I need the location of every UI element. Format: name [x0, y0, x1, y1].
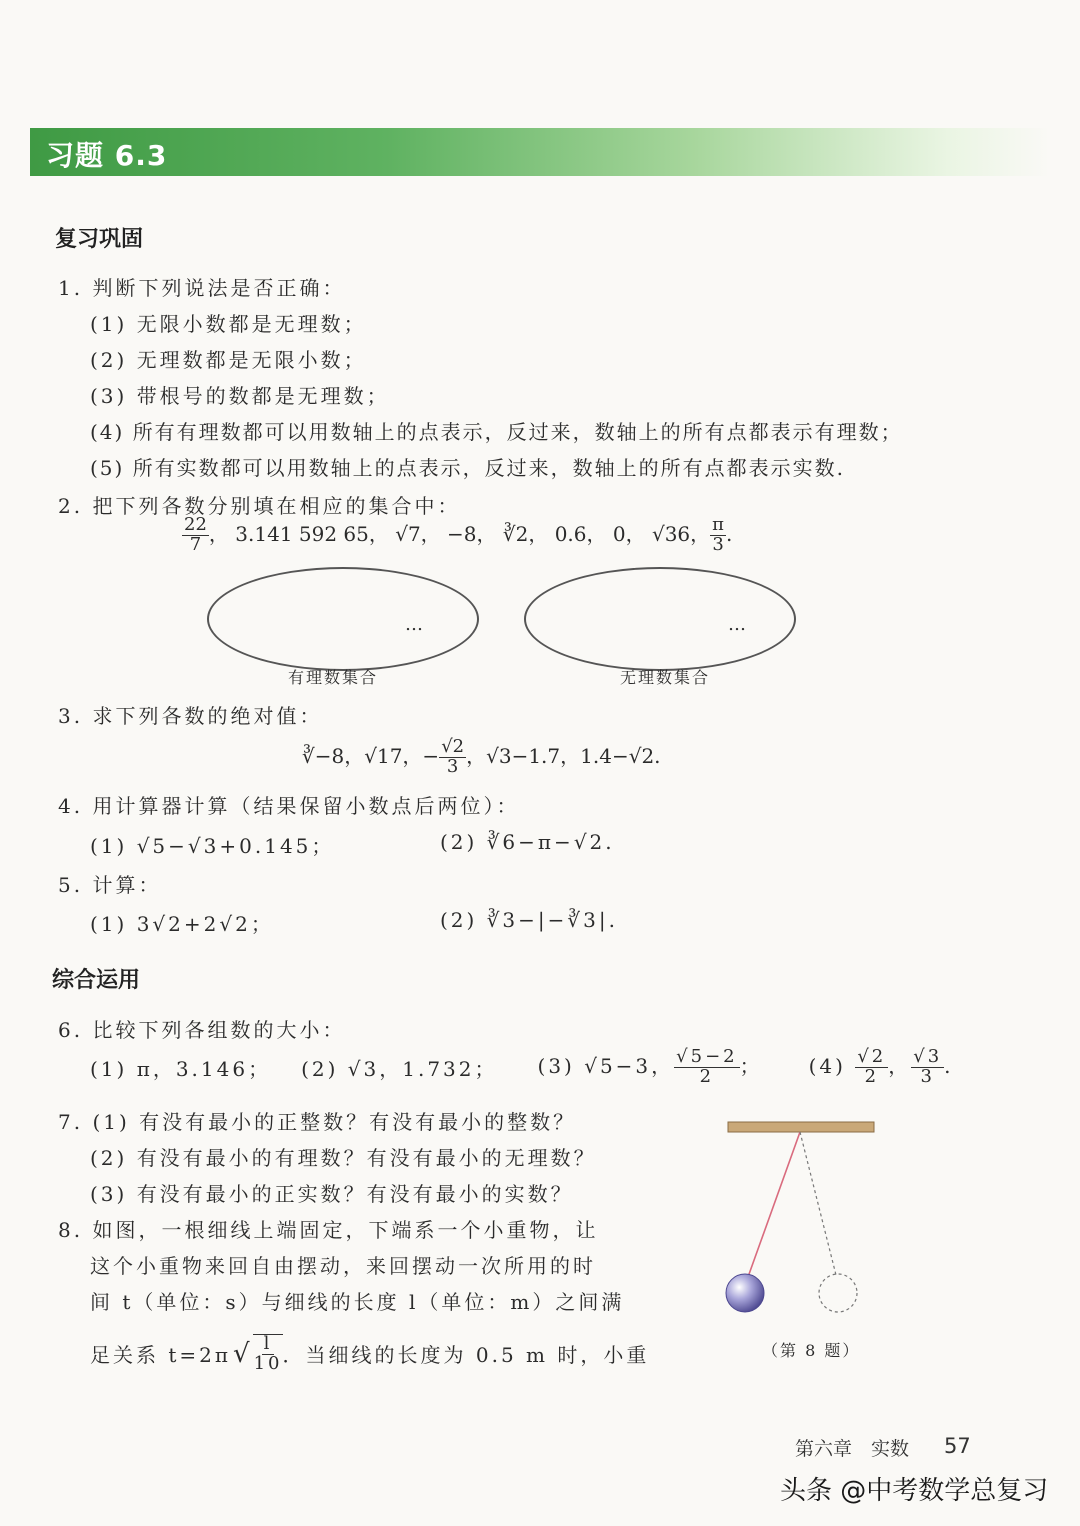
- q6-part1: (1) π，3.146；: [90, 1056, 272, 1081]
- rational-set-label: 有理数集合: [288, 668, 379, 687]
- q7-line: 7. (1) 有没有最小的正整数？有没有最小的整数？: [58, 1110, 577, 1134]
- irrational-set-ellipse: [524, 567, 796, 671]
- figure-caption: （第 8 题）: [762, 1341, 861, 1360]
- q2-stem: 2. 把下列各数分别填在相应的集合中：: [58, 494, 461, 518]
- q1-stem: 1. 判断下列说法是否正确：: [58, 276, 346, 300]
- q8-line: 8. 如图，一根细线上端固定，下端系一个小重物，让: [58, 1218, 599, 1242]
- q4-part2: (2) ∛6−π−√2.: [440, 830, 615, 854]
- q8-last-line: 足关系 t=2π √ $\frac{l}{10}$ ．当细线的长度为 0.5 m 时，小重: [90, 1333, 650, 1374]
- q1-item: (4) 所有有理数都可以用数轴上的点表示，反过来，数轴上的所有点都表示有理数；: [90, 420, 903, 444]
- q4-stem: 4. 用计算器计算（结果保留小数点后两位）：: [58, 794, 520, 818]
- q1-item: (1) 无限小数都是无理数；: [90, 312, 367, 336]
- fraction-sqrt2-3: $\frac{√2}{3}$: [441, 736, 465, 777]
- q4-part1: (1) √5−√3+0.145；: [90, 834, 335, 858]
- irrational-set-label: 无理数集合: [620, 668, 711, 687]
- fraction-22-7: $\frac{22}{7}$: [184, 514, 207, 555]
- q3-stem: 3. 求下列各数的绝对值：: [58, 704, 323, 728]
- irrational-set-ellipsis: …: [728, 614, 746, 635]
- exercise-title: 习题 6.3: [46, 139, 168, 172]
- section-apply-heading: 综合运用: [52, 968, 141, 993]
- q8-line: 间 t（单位：s）与细线的长度 l（单位：m）之间满: [90, 1290, 625, 1314]
- q6-part4: (4) $\frac{√2}{2}$ ， $\frac{√3}{3}$ .: [808, 1045, 954, 1087]
- q6-part2: (2) √3，1.732；: [301, 1056, 498, 1081]
- chapter-label: 第六章 实数: [795, 1438, 910, 1460]
- q1-item: (2) 无理数都是无限小数；: [90, 348, 367, 372]
- q7-line: (3) 有没有最小的正实数？有没有最小的实数？: [90, 1182, 574, 1206]
- q5-part1: (1) 3√2+2√2；: [90, 912, 274, 936]
- pendulum-string-dashed: [800, 1132, 836, 1275]
- q6-part3: (3) √5−3， $\frac{√5-2}{2}$ ；: [537, 1045, 763, 1087]
- q1-item: (3) 带根号的数都是无理数；: [90, 384, 390, 408]
- ceiling-bar: [728, 1122, 874, 1132]
- pendulum-string: [748, 1132, 800, 1277]
- q2-number-list: $\frac{22}{7}$ ， 3.141 592 65， √7， −8， ∛2， 0.6， 0， √36， $\frac{\pi}{3}$ .: [184, 514, 733, 555]
- rational-set-ellipse: [207, 567, 479, 671]
- q6-parts: [90, 1044, 954, 1090]
- q3-expression: ∛−8，√17，− $\frac{√2}{3}$ ，√3−1.7，1.4−√2.: [302, 736, 661, 777]
- section-review-heading: 复习巩固: [55, 227, 144, 252]
- pendulum-bob: [726, 1274, 764, 1312]
- q7-line: (2) 有没有最小的有理数？有没有最小的无理数？: [90, 1146, 597, 1170]
- rational-set-ellipsis: …: [405, 614, 423, 635]
- q1-item: (5) 所有实数都可以用数轴上的点表示，反过来，数轴上的所有点都表示实数.: [90, 456, 846, 480]
- q6-stem: 6. 比较下列各组数的大小：: [58, 1018, 346, 1042]
- fraction-l-10: $\frac{l}{10}$: [253, 1333, 283, 1374]
- fraction-pi-3: $\frac{\pi}{3}$: [712, 514, 724, 555]
- exercise-banner: [30, 128, 1050, 176]
- pendulum-bob-dashed: [819, 1274, 857, 1312]
- q8-line: 这个小重物来回自由摆动，来回摆动一次所用的时: [90, 1254, 596, 1278]
- q5-stem: 5. 计算：: [58, 873, 162, 897]
- watermark: 头条 @中考数学总复习: [780, 1476, 1049, 1506]
- radical-sign: √: [233, 1338, 253, 1369]
- pendulum-figure: [720, 1115, 890, 1325]
- page-number: 57: [944, 1434, 971, 1458]
- q5-part2: (2) ∛3−|−∛3|.: [440, 908, 618, 932]
